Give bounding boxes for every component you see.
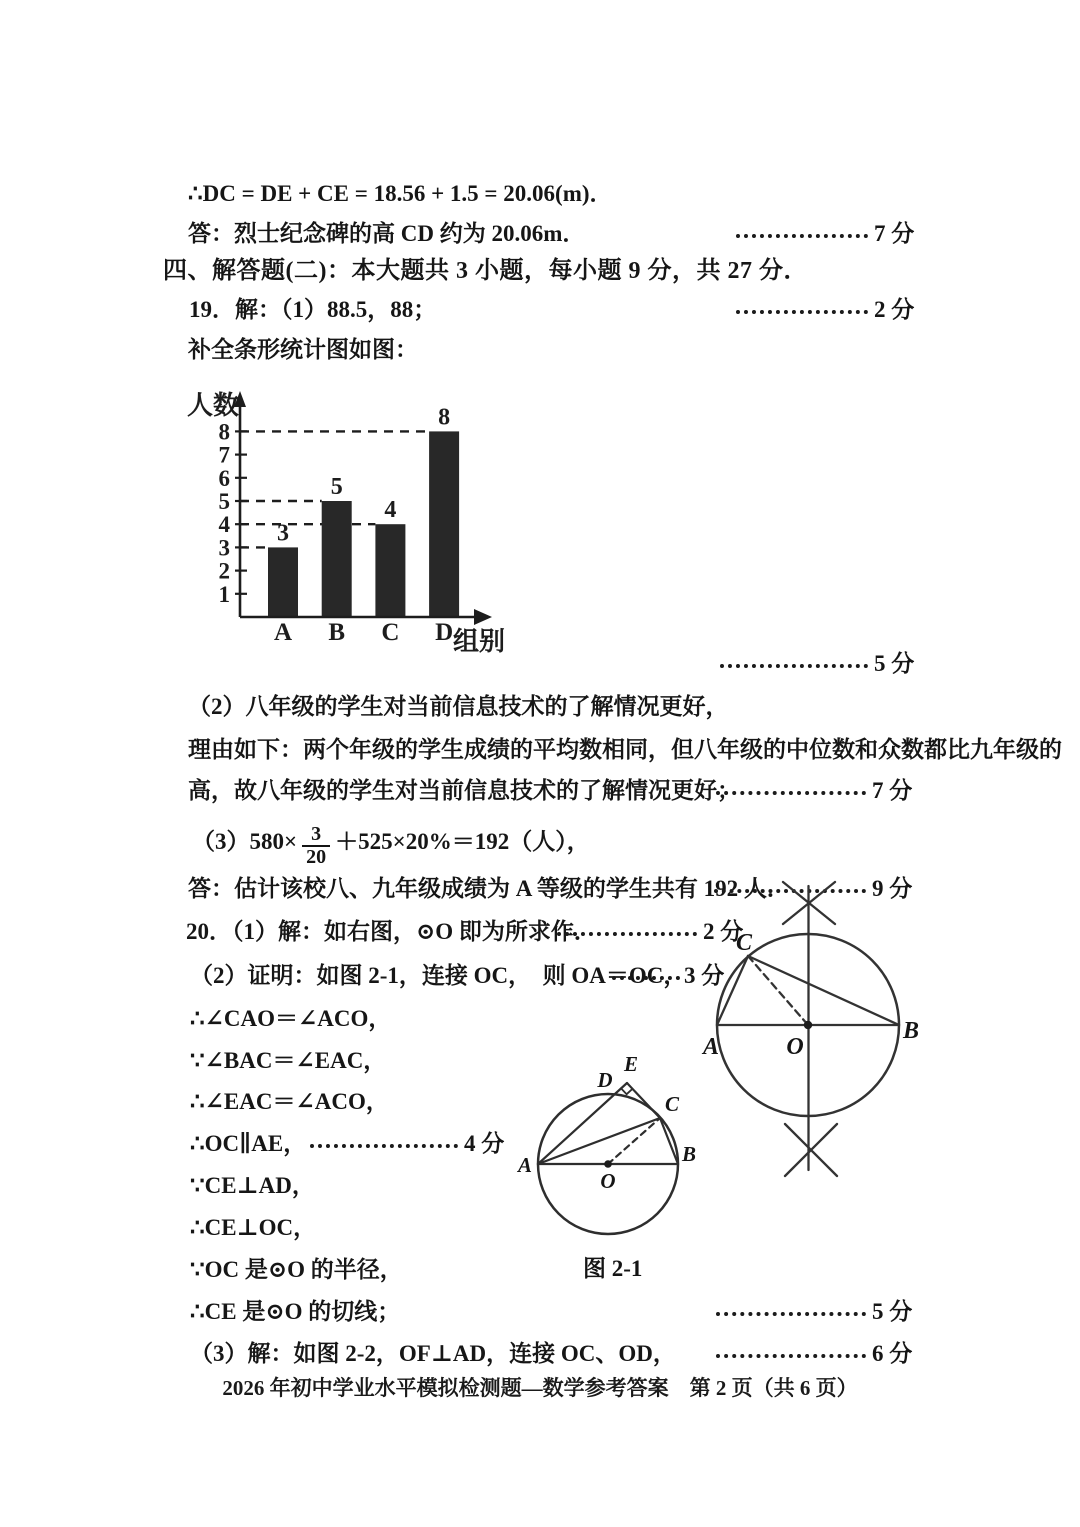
category-label: A <box>273 619 293 646</box>
proof-step-1: ∴∠CAO＝∠ACO， <box>190 1006 392 1031</box>
fraction-denominator: 20 <box>302 845 330 868</box>
page-footer: 2026 年初中学业水平模拟检测题—数学参考答案 第 2 页（共 6 页） <box>222 1376 858 1400</box>
answer-q19-3-formula <box>192 824 590 868</box>
dotted-leader <box>736 234 868 238</box>
label-c: C <box>665 1092 680 1116</box>
dashed-oc <box>608 1118 660 1164</box>
score-2b: 2 分 <box>703 919 744 944</box>
dotted-leader <box>612 976 680 980</box>
y-tick-label: 6 <box>218 465 230 491</box>
y-tick-label: 7 <box>218 442 230 468</box>
formula-prefix: （3）580× <box>192 829 298 854</box>
label-a: A <box>517 1153 532 1177</box>
figure-2-1-svg <box>515 1055 715 1245</box>
center-point-o <box>804 1021 812 1029</box>
answer-estimate: 答：估计该校八、九年级成绩为 A 等级的学生共有 192 人． <box>188 876 790 901</box>
category-label: D <box>435 619 454 646</box>
x-axis-arrow <box>474 609 492 625</box>
score-2a: 2 分 <box>874 297 915 322</box>
bar-value-label: 3 <box>277 520 289 547</box>
bar-value-label: 8 <box>438 404 451 431</box>
dotted-leader <box>716 1312 866 1316</box>
chart-intro: 补全条形统计图如图： <box>188 337 418 362</box>
y-tick-label: 2 <box>218 558 230 584</box>
score-3: 3 分 <box>684 963 725 988</box>
y-tick-label: 8 <box>218 419 230 445</box>
y-tick-label: 1 <box>218 581 230 607</box>
fraction-numerator: 3 <box>311 823 322 845</box>
y-tick-label: 4 <box>218 512 230 538</box>
proof-step-6: ∴CE⊥OC， <box>190 1215 317 1240</box>
y-tick-label: 5 <box>218 489 230 514</box>
proof-step-3: ∴∠EAC＝∠ACO， <box>190 1089 389 1114</box>
bar-value-label: 4 <box>384 497 397 524</box>
label-c: C <box>735 930 753 956</box>
answer-q20-2: （2）证明：如图 2-1，连接 OC， 则 OA＝OC， <box>190 963 687 988</box>
figure-2-1 <box>515 1055 715 1245</box>
chord-ac <box>538 1118 660 1164</box>
category-label: C <box>381 619 400 646</box>
label-o: O <box>786 1034 804 1060</box>
right-angle-mark <box>621 1088 632 1094</box>
construction-figure <box>695 872 935 1182</box>
y-axis-title: 人数 <box>186 391 240 420</box>
x-axis-title: 组别 <box>452 627 506 656</box>
label-o: O <box>600 1169 616 1193</box>
fraction-3-20 <box>302 824 330 868</box>
proof-step-2: ∵∠BAC＝∠EAC， <box>190 1048 387 1073</box>
score-6: 6 分 <box>872 1341 913 1366</box>
bar-chart-svg <box>170 390 510 662</box>
answer-q19-2c: 高，故八年级的学生对当前信息技术的了解情况更好； <box>188 778 740 803</box>
chord-ac <box>717 956 748 1025</box>
category-label: B <box>328 619 346 646</box>
dotted-leader <box>720 664 868 668</box>
bar-B <box>322 501 352 617</box>
bar-value-label: 5 <box>330 474 343 500</box>
dotted-leader <box>736 310 868 314</box>
bar-D <box>429 431 459 617</box>
section-heading: 四、解答题(二)：本大题共 3 小题，每小题 9 分，共 27 分． <box>163 258 808 284</box>
label-e: E <box>623 1055 639 1076</box>
dashed-co <box>748 956 808 1025</box>
proof-step-7: ∵OC 是⊙O 的半径， <box>190 1257 403 1282</box>
label-b: B <box>682 1142 697 1166</box>
y-tick-label: 3 <box>218 535 230 561</box>
label-b: B <box>903 1018 920 1044</box>
score-9: 9 分 <box>872 876 913 901</box>
proof-step-5: ∵CE⊥AD， <box>190 1173 315 1198</box>
label-a: A <box>702 1034 720 1060</box>
score-7a: 7 分 <box>874 221 915 246</box>
center-point-o <box>604 1160 612 1168</box>
proof-step-8: ∴CE 是⊙O 的切线； <box>190 1299 401 1324</box>
score-4: 4 分 <box>464 1131 505 1156</box>
score-7b: 7 分 <box>872 778 913 803</box>
answer-q19-1: 19．解：（1）88.5，88； <box>189 297 437 322</box>
construction-figure-svg <box>695 872 935 1182</box>
answer-q19-2a: （2）八年级的学生对当前信息技术的了解情况更好， <box>188 694 729 719</box>
score-5b: 5 分 <box>872 1299 913 1324</box>
bar-chart <box>170 390 510 662</box>
bar-A <box>268 547 298 617</box>
dotted-leader <box>716 791 866 795</box>
answer-q19-2b: 理由如下：两个年级的学生成绩的平均数相同，但八年级的中位数和众数都比九年级的 <box>188 737 1062 762</box>
dotted-leader <box>716 1354 866 1358</box>
label-d: D <box>597 1068 613 1092</box>
dotted-leader <box>310 1144 458 1148</box>
bar-C <box>375 524 405 617</box>
figure-2-1-caption: 图 2-1 <box>583 1256 643 1281</box>
formula-suffix: ＋525×20%＝192（人）， <box>335 829 590 854</box>
score-5a: 5 分 <box>874 651 915 676</box>
answer-q20-1: 20．（1）解：如右图，⊙O 即为所求作． <box>186 919 597 944</box>
proof-step-4: ∴OC∥AE， <box>190 1131 307 1156</box>
answer-q20-3: （3）解：如图 2-2，OF⊥AD，连接 OC、OD， <box>190 1341 676 1366</box>
formula-dc: ∴DC = DE + CE = 18.56 + 1.5 = 20.06(m)． <box>188 181 613 206</box>
dotted-leader <box>557 932 697 936</box>
answer-monument: 答：烈士纪念碑的高 CD 约为 20.06m． <box>188 221 586 246</box>
